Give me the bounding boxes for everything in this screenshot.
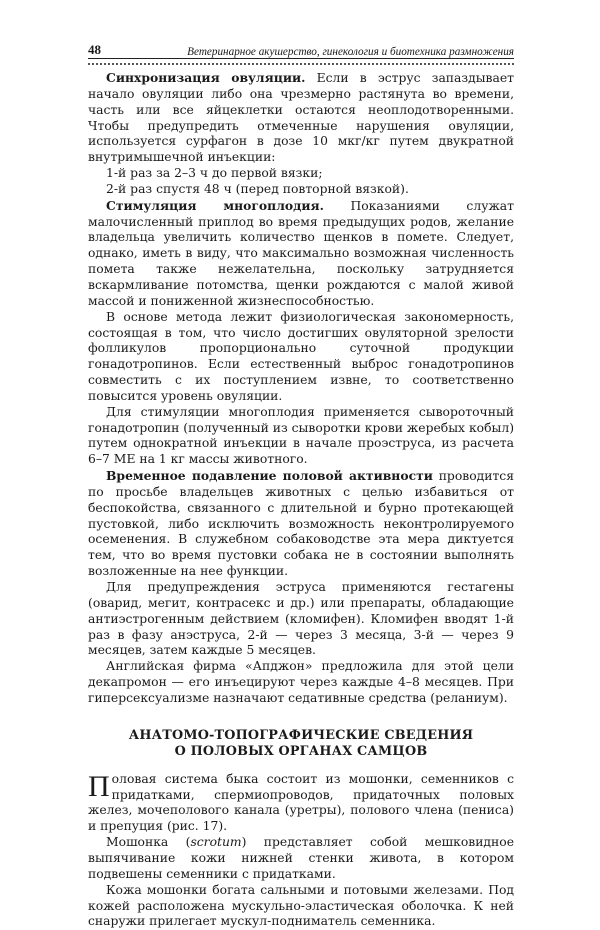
paragraph-bull-reproductive-system <box>88 769 514 835</box>
paragraph-text: проводится по просьбе владельцев животных с целью избавиться от беспокойства, связанного с длительной и бурно протекающей пустовкой, либо исключить возможность неконтролируемого осеменения. В служебном собаководстве эта мера диктуется тем, что во время пустовки собака не в состоянии выполнять возложенные на нее функции. <box>88 469 514 579</box>
paragraph-gonadotropin: Для стимуляции многоплодия применяется сывороточный гонадотропин (полученный из сыворотки крови жеребых кобыл) путем однократной инъекции в начале проэструса, из расчета 6–7 МЕ на 1 кг массы животного. <box>88 404 515 467</box>
header-rule <box>88 58 514 65</box>
paragraph-scrotum-skin: Кожа мошонки богата сальными и потовыми железами. Под кожей расположена мускульно-эластическая оболочка. К ней снаружи прилегает мускул-подниматель семенника. <box>88 882 514 929</box>
list-item-first-injection: 1-й раз за 2–3 ч до первой вязки; <box>106 166 323 181</box>
term-suppression: Временное подавление половой активности <box>106 468 433 484</box>
page-header <box>88 40 514 58</box>
paragraph-text: Мошонка ( <box>106 835 191 850</box>
paragraph-upjohn: Английская фирма «Апджон» предложила для этой цели декапромон — его инъецируют через каждые 4–8 месяцев. При гиперсексуализме назначают седативные средства (реланиум). <box>88 659 514 705</box>
page-number: 48 <box>88 42 101 57</box>
paragraph-text: оловая система быка состоит из мошонки, семенников с придатками, спермиопроводов, придаточных половых желез, мочеполового канала (уретры), полового члена (пениса) и препуция (рис. 17). <box>88 771 514 834</box>
running-title: Ветеринарное акушерство, гинекология и биотехника размножения <box>187 46 514 58</box>
paragraph-estrus-prevention: Для предупреждения эструса применяются гестагены (оварид, мегит, контрасекс и др.) или препараты, обладающие антиэстрогенным действием (кломифен). Кломифен вводят 1-й раз в фазу анэструса, 2-й — через 3 месяца, 3-й — через 9 месяцев, затем каждые 5 месяцев. <box>88 580 514 658</box>
paragraph-suppression <box>88 468 514 580</box>
term-multiple-birth: Стимуляция многоплодия. <box>106 197 324 213</box>
paragraph-text: ) представляет собой мешковидное выпячивание кожи нижней стенки живота, в котором подвешены семенники с придатками. <box>88 835 514 881</box>
paragraph-multiple-birth <box>88 198 514 310</box>
term-ovulation-sync: Синхронизация овуляции. <box>106 70 306 85</box>
paragraph-text: Если в эструс запаздывает начало овуляции либо она чрезмерно растянута во времени, часть или все яйцеклетки остаются неоплодотворенными. Чтобы предупредить отмеченные нарушения овуляции, используется сурфагон в дозе 10 мкг/кг путем двукратной внутримышечной инъекции: <box>88 71 514 165</box>
drop-cap: П <box>88 769 110 803</box>
page-body <box>88 70 514 930</box>
section-heading <box>88 728 514 760</box>
paragraph-ovulation-sync <box>88 70 514 166</box>
section-heading-line-2: О ПОЛОВЫХ ОРГАНАХ САМЦОВ <box>174 743 428 759</box>
paragraph-scrotum <box>88 835 514 883</box>
latin-term: scrotum <box>190 835 242 850</box>
paragraph-method-basis: В основе метода лежит физиологическая закономерность, состоящая в том, что число достигших овуляторной зрелости фолликулов пропорционально суточной продукции гонадотропинов. Если естественный выброс гонадотропинов совместить с их поступлением извне, то соответственно повысится уровень овуляции. <box>88 309 514 403</box>
paragraph-text: Показаниями служат малочисленный приплод во время предыдущих родов, желание владельца увеличить количество щенков в помете. Следует, однако, иметь в виду, что максимально возможная численность помета также нежелательна, поскольку затрудняется вскармливание потомства, щенки рождаются с малой живой массой и пониженной жизнеспособностью. <box>88 198 514 308</box>
section-heading-line-1: АНАТОМО-ТОПОГРАФИЧЕСКИЕ СВЕДЕНИЯ <box>128 727 474 743</box>
list-item-second-injection: 2-й раз спустя 48 ч (перед повторной вязкой). <box>106 181 409 196</box>
